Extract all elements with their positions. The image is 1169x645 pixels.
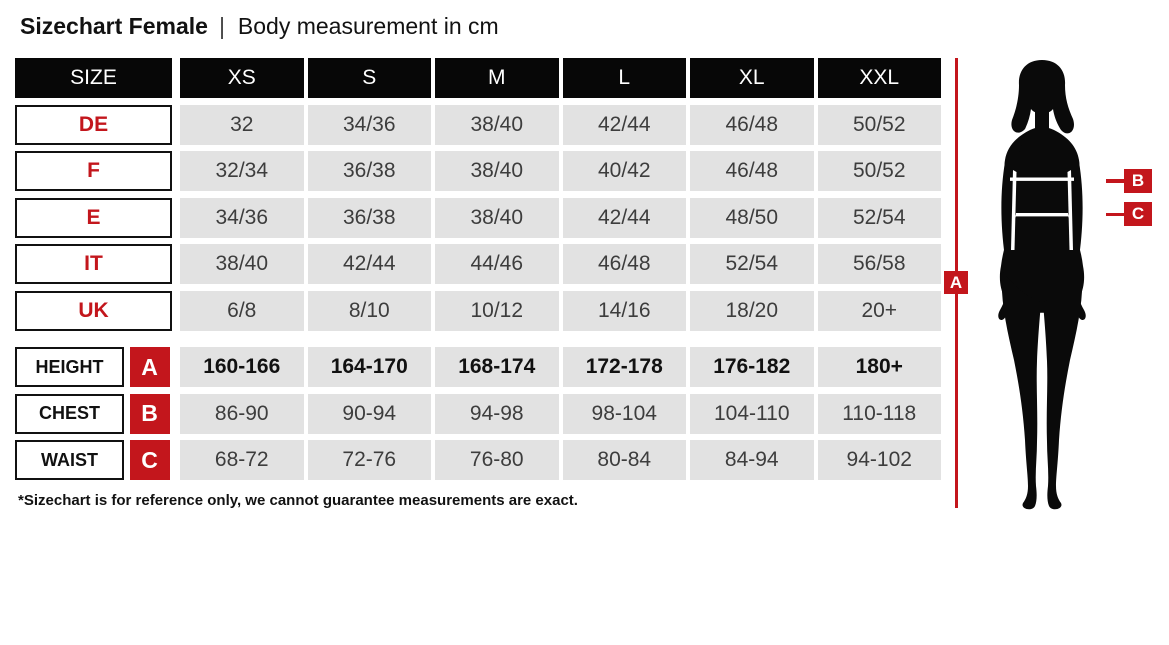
table-cell: 38/40: [435, 198, 559, 238]
marker-b-figure: B: [1124, 169, 1152, 193]
table-cell: 42/44: [563, 198, 687, 238]
table-cell: 98-104: [563, 394, 687, 434]
table-cell: 172-178: [563, 347, 687, 387]
table-cell: 168-174: [435, 347, 559, 387]
table-cell: 32/34: [180, 151, 304, 191]
table-cell: 40/42: [563, 151, 687, 191]
size-table-header-size: SIZE: [15, 58, 172, 98]
chest-measure-line: [1010, 178, 1074, 181]
table-cell: 52/54: [690, 244, 814, 284]
silhouette-right-leg: [1043, 270, 1082, 509]
row-label-chest: CHEST: [15, 394, 124, 434]
marker-b-table: B: [130, 394, 170, 434]
size-table: [15, 58, 941, 331]
table-cell: 86-90: [180, 394, 304, 434]
table-cell: 38/40: [435, 105, 559, 145]
table-cell: 68-72: [180, 440, 304, 480]
table-cell: 36/38: [308, 198, 432, 238]
row-label-waist: WAIST: [15, 440, 124, 480]
row-label-height: HEIGHT: [15, 347, 124, 387]
table-cell: 110-118: [818, 394, 942, 434]
marker-c-figure: C: [1124, 202, 1152, 226]
female-silhouette: [980, 58, 1110, 510]
row-label-f: F: [15, 151, 172, 191]
size-table-header-xs: XS: [180, 58, 304, 98]
table-cell: 20+: [818, 291, 942, 331]
table-cell: 90-94: [308, 394, 432, 434]
table-cell: 56/58: [818, 244, 942, 284]
table-cell: 38/40: [180, 244, 304, 284]
table-cell: 104-110: [690, 394, 814, 434]
table-cell: 180+: [818, 347, 942, 387]
table-cell: 46/48: [690, 105, 814, 145]
row-label-de: DE: [15, 105, 172, 145]
table-cell: 8/10: [308, 291, 432, 331]
table-cell: 52/54: [818, 198, 942, 238]
table-cell: 44/46: [435, 244, 559, 284]
table-cell: 42/44: [308, 244, 432, 284]
table-cell: 32: [180, 105, 304, 145]
marker-a-figure: A: [944, 271, 968, 294]
table-cell: 94-98: [435, 394, 559, 434]
row-label-it: IT: [15, 244, 172, 284]
table-cell: 176-182: [690, 347, 814, 387]
table-cell: 10/12: [435, 291, 559, 331]
table-cell: 72-76: [308, 440, 432, 480]
table-cell: 46/48: [690, 151, 814, 191]
row-label-e: E: [15, 198, 172, 238]
marker-c-tick: [1106, 213, 1124, 217]
page-title: [20, 13, 499, 40]
table-cell: 46/48: [563, 244, 687, 284]
table-cell: 48/50: [690, 198, 814, 238]
size-table-header-m: M: [435, 58, 559, 98]
table-cell: 18/20: [690, 291, 814, 331]
size-table-header-l: L: [563, 58, 687, 98]
table-cell: 14/16: [563, 291, 687, 331]
size-table-header-xl: XL: [690, 58, 814, 98]
table-cell: 34/36: [308, 105, 432, 145]
table-cell: 34/36: [180, 198, 304, 238]
table-cell: 42/44: [563, 105, 687, 145]
size-table-header-xxl: XXL: [818, 58, 942, 98]
row-label-height-group: [15, 347, 176, 387]
table-cell: 164-170: [308, 347, 432, 387]
title-main: Sizechart Female: [20, 13, 208, 39]
table-cell: 76-80: [435, 440, 559, 480]
title-subtitle: Body measurement in cm: [237, 13, 499, 39]
silhouette-neck: [1035, 98, 1049, 132]
silhouette-left-leg: [1002, 270, 1041, 509]
table-cell: 38/40: [435, 151, 559, 191]
table-cell: 160-166: [180, 347, 304, 387]
waist-measure-line: [1016, 213, 1068, 216]
table-cell: 80-84: [563, 440, 687, 480]
row-label-chest-group: [15, 394, 176, 434]
size-table-header-s: S: [308, 58, 432, 98]
title-separator: |: [219, 13, 225, 39]
table-cell: 6/8: [180, 291, 304, 331]
table-cell: 50/52: [818, 105, 942, 145]
table-cell: 36/38: [308, 151, 432, 191]
row-label-waist-group: [15, 440, 176, 480]
marker-c-table: C: [130, 440, 170, 480]
table-cell: 50/52: [818, 151, 942, 191]
table-cell: 84-94: [690, 440, 814, 480]
footnote: *Sizechart is for reference only, we cannot guarantee measurements are exact.: [18, 492, 578, 509]
table-cell: 94-102: [818, 440, 942, 480]
marker-b-tick: [1106, 179, 1124, 183]
measurement-table: [15, 347, 941, 480]
marker-a-table: A: [130, 347, 170, 387]
row-label-uk: UK: [15, 291, 172, 331]
